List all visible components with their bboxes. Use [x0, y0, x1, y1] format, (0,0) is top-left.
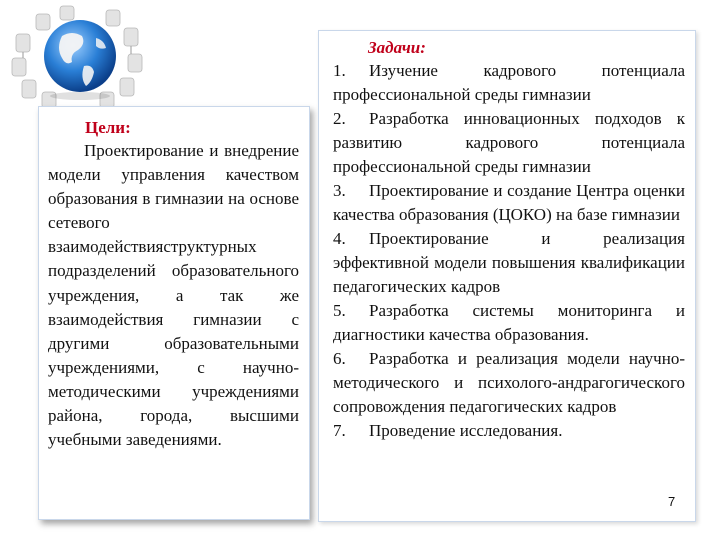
page-number: 7: [668, 494, 676, 509]
goals-text: Проектирование и внедрение модели управления качеством образования в гимназии на основе сетевого взаимодействияструктурных подразделений образовательного учреждения, а так же взаимодействия гимназии с другими образовательными учреждениями, с научно-методическими учреждениями района, города, высшими учебными заведениями.: [48, 141, 299, 450]
task-item: 3. Проектирование и создание Центра оценки качества образования (ЦОКО) на базе гимназии: [333, 181, 685, 224]
globe-chairs-illustration: [8, 4, 148, 114]
task-item: 2. Разработка инновационных подходов к развитию кадрового потенциала профессиональной среды гимназии: [333, 109, 685, 176]
tasks-panel: [318, 30, 696, 522]
goals-title: Цели:: [85, 118, 131, 137]
task-item: 4. Проектирование и реализация эффективной модели повышения квалификации педагогических кадров: [333, 229, 685, 296]
task-item: 7. Проведение исследования.: [333, 421, 563, 440]
task-item: 5. Разработка системы мониторинга и диагностики качества образования.: [333, 301, 685, 344]
tasks-title: Задачи:: [368, 38, 426, 57]
task-item: 6. Разработка и реализация модели научно-методического и психолого-андрагогического сопровождения педагогических кадров: [333, 349, 685, 416]
task-item: 1. Изучение кадрового потенциала профессиональной среды гимназии: [333, 61, 685, 104]
tasks-list: [319, 59, 685, 443]
goals-panel: [38, 106, 310, 520]
